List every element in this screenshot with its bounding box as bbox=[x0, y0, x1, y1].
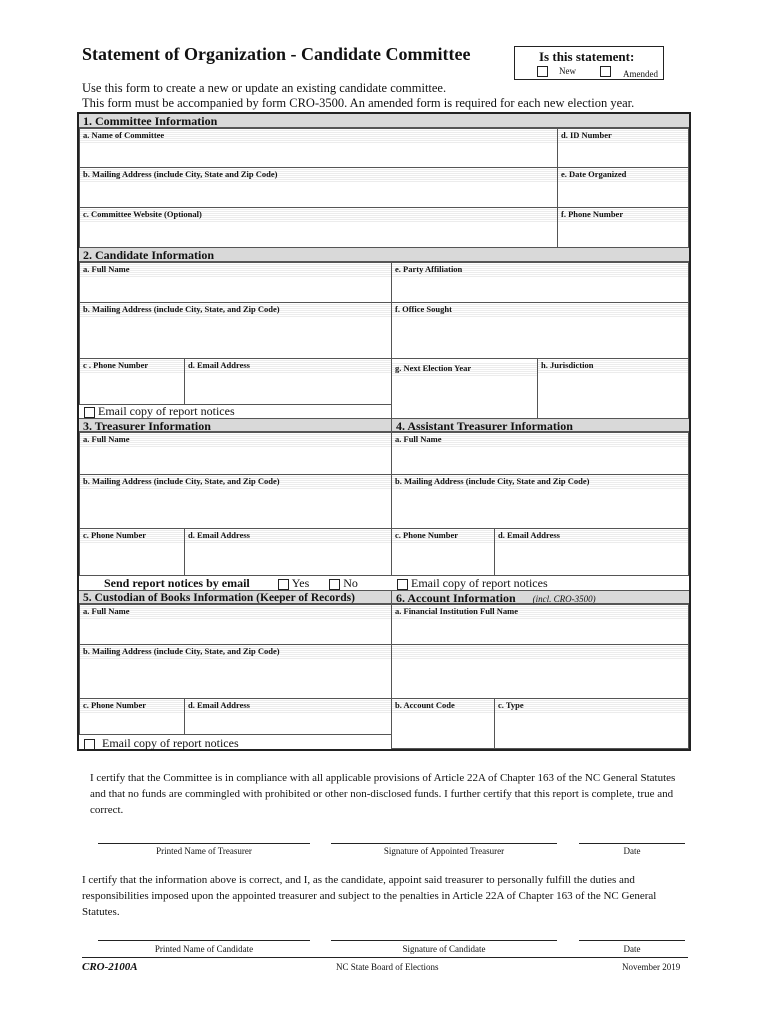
candidate-address-field[interactable]: b. Mailing Address (include City, State, and Zip Code) bbox=[79, 302, 392, 359]
candidate-name-field[interactable]: a. Full Name bbox=[79, 262, 392, 303]
section-5-header: 5. Custodian of Books Information (Keeper of Records) bbox=[79, 590, 392, 604]
account-code-field[interactable]: b. Account Code bbox=[391, 698, 495, 749]
intro-line-2: This form must be accompanied by form CRO-3500. An amended form is required for each new election year. bbox=[82, 96, 635, 110]
office-sought-field[interactable]: f. Office Sought bbox=[391, 302, 689, 359]
committee-phone-field[interactable]: f. Phone Number bbox=[557, 207, 689, 248]
assistant-treasurer-email-field[interactable]: d. Email Address bbox=[494, 528, 689, 576]
treasurer-send-notices bbox=[104, 576, 358, 591]
footer-divider bbox=[82, 957, 688, 958]
financial-institution-field[interactable]: a. Financial Institution Full Name bbox=[391, 604, 689, 645]
assistant-email-copy-label: Email copy of report notices bbox=[411, 576, 548, 590]
committee-name-field[interactable]: a. Name of Committee bbox=[79, 128, 558, 168]
jurisdiction-field[interactable]: h. Jurisdiction bbox=[537, 358, 689, 419]
assistant-treasurer-name-field[interactable]: a. Full Name bbox=[391, 432, 689, 475]
committee-address-field[interactable]: b. Mailing Address (include City, State and Zip Code) bbox=[79, 167, 558, 208]
candidate-date-caption: Date bbox=[623, 944, 641, 954]
intro-line-1: Use this form to create a new or update an existing candidate committee. bbox=[82, 81, 447, 95]
assistant-treasurer-address-field[interactable]: b. Mailing Address (include City, State and Zip Code) bbox=[391, 474, 689, 529]
custodian-email-copy-checkbox[interactable] bbox=[84, 739, 95, 750]
custodian-address-field[interactable]: b. Mailing Address (include City, State, and Zip Code) bbox=[79, 644, 392, 699]
treasurer-signature-line[interactable] bbox=[331, 843, 557, 844]
status-question: Is this statement: bbox=[539, 49, 635, 64]
section-6-note: (incl. CRO-3500) bbox=[532, 594, 596, 604]
treasurer-phone-field[interactable]: c. Phone Number bbox=[79, 528, 185, 576]
section-6-header bbox=[391, 590, 689, 604]
section-6-title: 6. Account Information bbox=[396, 591, 516, 604]
statement-status-box bbox=[514, 46, 664, 80]
new-checkbox[interactable] bbox=[537, 66, 548, 77]
candidate-email-copy-checkbox[interactable] bbox=[84, 407, 95, 418]
yes-label: Yes bbox=[291, 576, 310, 590]
candidate-name-line[interactable] bbox=[98, 940, 310, 941]
send-notices-label: Send report notices by email bbox=[104, 576, 250, 590]
treasurer-name-caption: Printed Name of Treasurer bbox=[156, 846, 252, 856]
amended-checkbox[interactable] bbox=[600, 66, 611, 77]
assistant-email-copy-checkbox[interactable] bbox=[397, 579, 408, 590]
section-4-header: 4. Assistant Treasurer Information bbox=[391, 418, 689, 432]
candidate-email-field[interactable]: d. Email Address bbox=[184, 358, 392, 405]
candidate-certification-text: I certify that the information above is correct, and I, as the candidate, appoint said treasurer to personally fulfill the duties and responsibilities imposed upon the appointed treasurer and subject to the penalties in Article 22A of Chapter 163 of the NC General Statutes. bbox=[82, 874, 657, 918]
candidate-date-line[interactable] bbox=[579, 940, 685, 941]
treasurer-name-field[interactable]: a. Full Name bbox=[79, 432, 392, 475]
candidate-signature-line[interactable] bbox=[331, 940, 557, 941]
custodian-email-copy-label: Email copy of report notices bbox=[102, 736, 239, 750]
treasurer-signature-caption: Signature of Appointed Treasurer bbox=[383, 846, 505, 856]
form-id: CRO-2100A bbox=[82, 961, 138, 973]
amended-label: Amended bbox=[623, 69, 658, 79]
assistant-treasurer-phone-field[interactable]: c. Phone Number bbox=[391, 528, 495, 576]
assistant-email-copy bbox=[397, 576, 548, 591]
no-label: No bbox=[343, 576, 358, 590]
section-2-header: 2. Candidate Information bbox=[79, 248, 689, 262]
custodian-email-field[interactable]: d. Email Address bbox=[184, 698, 392, 735]
form-title: Statement of Organization - Candidate Committee bbox=[82, 44, 471, 64]
party-affiliation-field[interactable]: e. Party Affiliation bbox=[391, 262, 689, 303]
treasurer-name-line[interactable] bbox=[98, 843, 310, 844]
send-notices-yes-checkbox[interactable] bbox=[278, 579, 289, 590]
institution-address-field[interactable] bbox=[391, 644, 689, 699]
new-label: New bbox=[559, 66, 576, 76]
custodian-email-copy bbox=[84, 736, 239, 751]
id-number-field[interactable]: d. ID Number bbox=[557, 128, 689, 168]
section-3-header: 3. Treasurer Information bbox=[79, 418, 392, 432]
date-organized-field[interactable]: e. Date Organized bbox=[557, 167, 689, 208]
candidate-phone-field[interactable]: c . Phone Number bbox=[79, 358, 185, 405]
candidate-name-caption: Printed Name of Candidate bbox=[154, 944, 254, 954]
revision-date: November 2019 bbox=[622, 962, 681, 972]
treasurer-email-field[interactable]: d. Email Address bbox=[184, 528, 392, 576]
candidate-email-copy bbox=[84, 404, 235, 419]
treasurer-address-field[interactable]: b. Mailing Address (include City, State, and Zip Code) bbox=[79, 474, 392, 529]
custodian-name-field[interactable]: a. Full Name bbox=[79, 604, 392, 645]
send-notices-no-checkbox[interactable] bbox=[329, 579, 340, 590]
next-election-year-field[interactable]: g. Next Election Year bbox=[391, 358, 538, 419]
candidate-signature-caption: Signature of Candidate bbox=[402, 944, 486, 954]
treasurer-date-caption: Date bbox=[623, 846, 641, 856]
candidate-email-copy-label: Email copy of report notices bbox=[98, 404, 235, 418]
agency-name: NC State Board of Elections bbox=[336, 962, 439, 972]
section-1-header: 1. Committee Information bbox=[79, 114, 689, 128]
treasurer-date-line[interactable] bbox=[579, 843, 685, 844]
account-type-field[interactable]: c. Type bbox=[494, 698, 689, 749]
treasurer-certification-text: I certify that the Committee is in compliance with all applicable provisions of Article 22A of Chapter 163 of the NC General Statutes and that no funds are commingled with prohibited or other non-disclosed funds. I further certify that this report is complete, true and correct. bbox=[90, 772, 676, 816]
committee-website-field[interactable]: c. Committee Website (Optional) bbox=[79, 207, 558, 248]
custodian-phone-field[interactable]: c. Phone Number bbox=[79, 698, 185, 735]
